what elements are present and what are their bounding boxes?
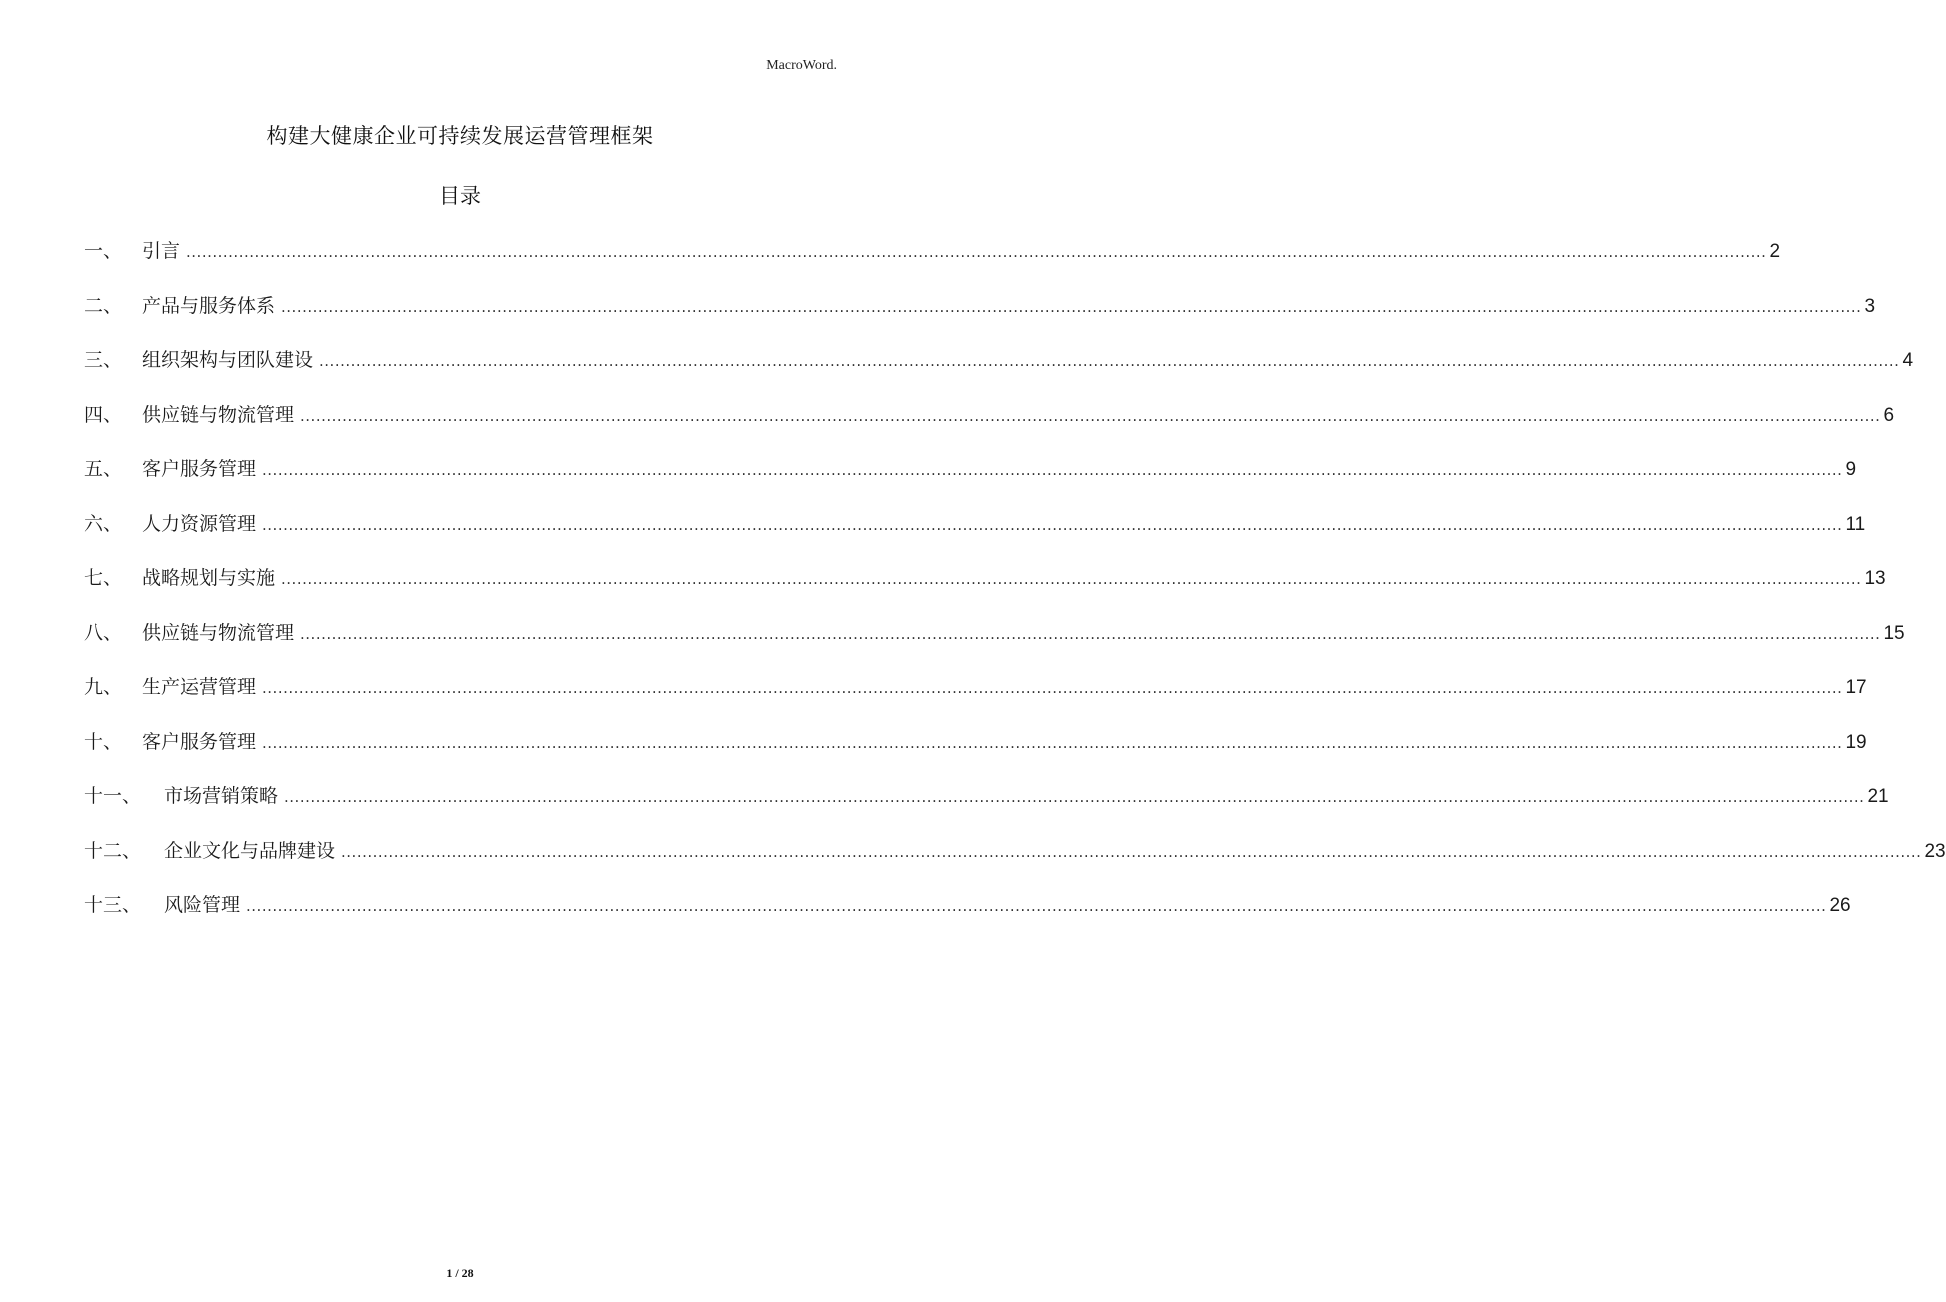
toc-entry-title: 客户服务管理 [142,730,257,753]
toc-dot-leader: ............................................................................................................................................................................................................................................................................................................ [300,624,1881,643]
toc-entry-number: 九、 [84,676,123,698]
toc-entry-number: 二、 [84,294,123,317]
toc-dot-leader: ............................................................................................................................................................................................................................................................................................................ [281,570,1862,588]
document-title: 构建大健康企业可持续发展运营管理框架 [266,124,654,148]
toc-dot-leader: ............................................................................................................................................................................................................................................................................................................ [246,897,1827,915]
toc-dot-leader: ............................................................................................................................................................................................................................................................................................................ [262,461,1843,479]
toc-entry-number: 六、 [84,512,123,535]
toc-entry-page: 15 [1883,622,1905,644]
toc-entry[interactable] [84,345,1914,400]
toc-entry-number: 十二、 [84,839,142,862]
toc-entry-number: 八、 [84,621,123,644]
toc-entry[interactable] [84,454,1857,509]
toc-entry-title: 生产运营管理 [142,676,257,698]
toc-entry-title: 供应链与物流管理 [142,621,295,644]
toc-dot-leader: ............................................................................................................................................................................................................................................................................................................ [262,679,1843,697]
page-indicator: 1 / 28 [446,1266,474,1280]
toc-entry-number: 五、 [84,458,123,480]
toc-entry[interactable] [84,509,1866,564]
toc-entry-title: 人力资源管理 [142,512,257,535]
toc-entry-page: 23 [1924,840,1946,862]
toc-entry-page: 4 [1902,350,1914,371]
toc-entry-number: 一、 [84,240,123,262]
toc-entry-page: 21 [1867,786,1889,807]
toc-entry-number: 七、 [84,567,123,589]
toc-entry-title: 客户服务管理 [142,458,257,480]
toc-entry-title: 企业文化与品牌建设 [164,839,336,862]
toc-entry-page: 3 [1864,295,1876,317]
toc-entry-title: 风险管理 [164,894,241,916]
toc-entry-number: 十、 [84,730,123,753]
toc-entry-number: 四、 [84,403,123,426]
toc-entry[interactable] [84,781,1889,836]
header-brand: MacroWord. [766,58,837,73]
toc-entry[interactable] [84,618,1905,673]
toc-entry-page: 26 [1829,895,1851,916]
toc-entry-page: 6 [1883,404,1895,426]
toc-entry[interactable] [84,836,1946,891]
toc-entry-number: 十一、 [84,785,142,807]
toc-entry-page: 17 [1845,677,1867,698]
toc-dot-leader: ............................................................................................................................................................................................................................................................................................................ [300,406,1881,425]
toc-entry-title: 引言 [142,240,181,262]
toc-entry[interactable] [84,236,1781,291]
toc-entry[interactable] [84,672,1867,727]
table-of-contents [84,236,1946,945]
toc-entry-title: 产品与服务体系 [142,294,276,317]
toc-entry-page: 13 [1864,568,1886,589]
toc-entry-page: 9 [1845,459,1857,480]
toc-dot-leader: ............................................................................................................................................................................................................................................................................................................ [281,297,1862,316]
toc-dot-leader: ............................................................................................................................................................................................................................................................................................................ [319,352,1900,370]
toc-entry-title: 供应链与物流管理 [142,403,295,426]
toc-entry[interactable] [84,563,1886,618]
toc-entry[interactable] [84,727,1867,782]
toc-dot-leader: ............................................................................................................................................................................................................................................................................................................ [262,733,1843,752]
toc-entry-title: 市场营销策略 [164,785,279,807]
toc-entry-page: 2 [1769,241,1781,262]
toc-entry-number: 三、 [84,349,123,371]
toc-dot-leader: ............................................................................................................................................................................................................................................................................................................ [284,788,1865,806]
toc-dot-leader: ............................................................................................................................................................................................................................................................................................................ [186,243,1767,261]
toc-dot-leader: ............................................................................................................................................................................................................................................................................................................ [262,515,1843,534]
toc-entry[interactable] [84,400,1895,455]
toc-dot-leader: ............................................................................................................................................................................................................................................................................................................ [341,842,1922,861]
toc-entry[interactable] [84,291,1876,346]
toc-entry-title: 组织架构与团队建设 [142,349,314,371]
toc-entry-page: 11 [1845,513,1866,535]
toc-entry-title: 战略规划与实施 [142,567,276,589]
toc-entry[interactable] [84,890,1851,945]
toc-heading: 目录 [439,184,481,208]
toc-entry-page: 19 [1845,731,1867,753]
toc-entry-number: 十三、 [84,894,142,916]
